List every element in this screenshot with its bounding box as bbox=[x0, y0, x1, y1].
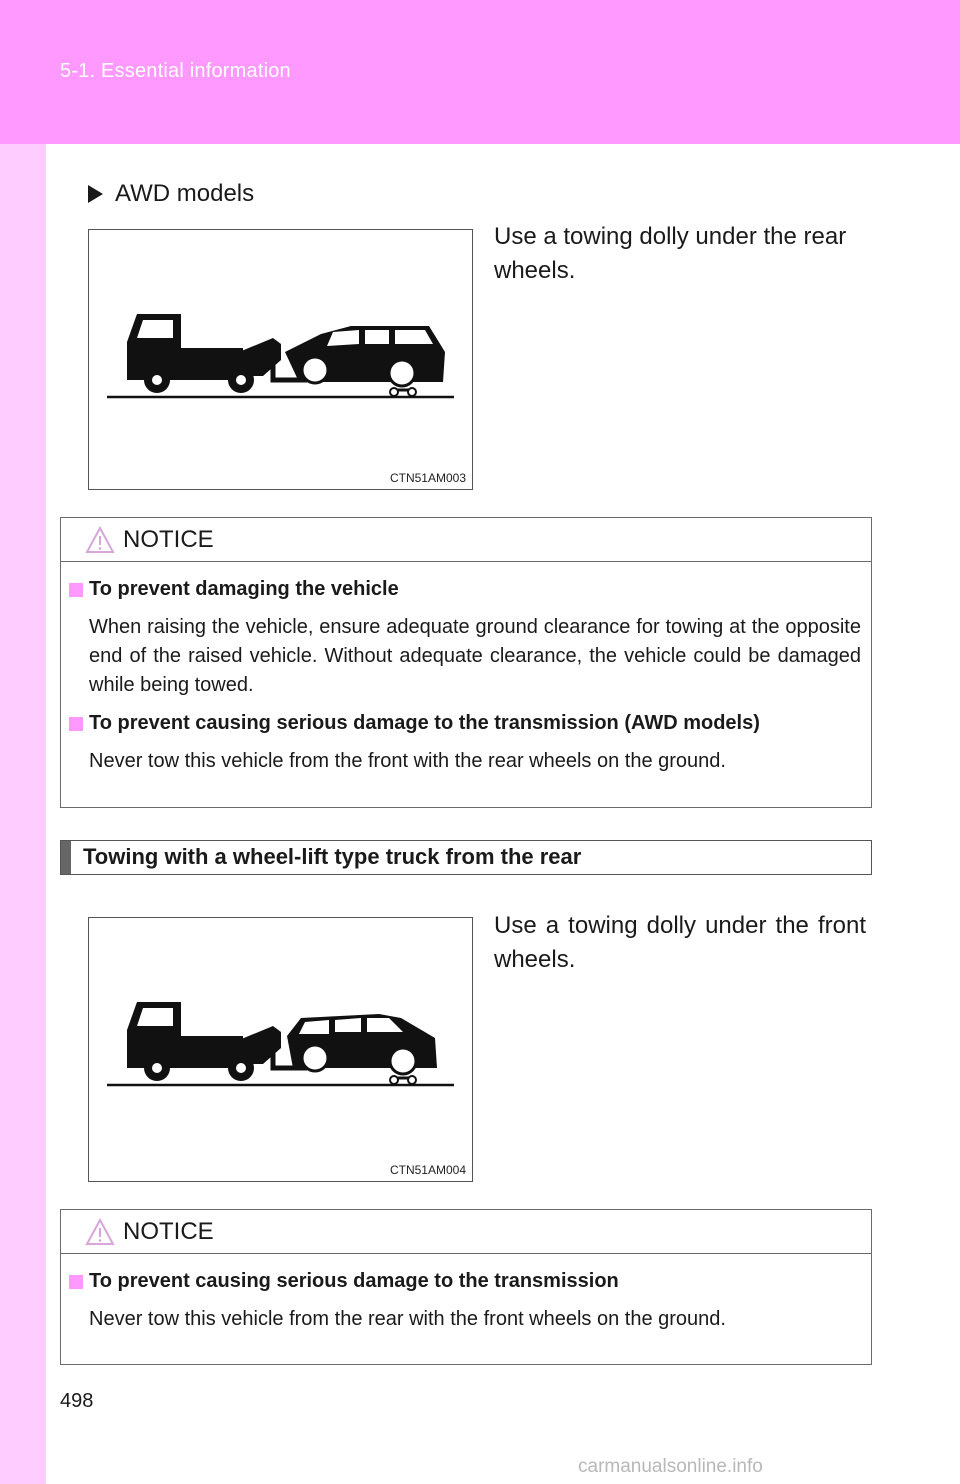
figure-code: CTN51AM003 bbox=[389, 471, 466, 485]
notice-body bbox=[61, 562, 871, 808]
notice-item-text: Never tow this vehicle from the rear with the front wheels on the ground. bbox=[89, 1308, 726, 1330]
square-bullet-icon bbox=[69, 583, 83, 597]
square-bullet-icon bbox=[69, 717, 83, 731]
section-breadcrumb: 5-1. Essential information bbox=[60, 60, 291, 82]
notice-item-title bbox=[69, 1270, 861, 1293]
warning-triangle-icon bbox=[85, 526, 115, 554]
awd-instruction: Use a towing dolly under the rear wheels. bbox=[494, 223, 847, 284]
notice-header bbox=[61, 1210, 871, 1254]
notice-item-title bbox=[69, 712, 861, 735]
tow-truck-front-lift-illustration bbox=[89, 230, 474, 491]
section-heading-bar bbox=[60, 840, 872, 875]
rear-instruction: Use a towing dolly under the front wheels. bbox=[494, 912, 866, 973]
figure-awd-tow bbox=[88, 229, 473, 490]
notice-item-text: Never tow this vehicle from the front with the rear wheels on the ground. bbox=[89, 750, 726, 772]
figure-rear-tow bbox=[88, 917, 473, 1182]
notice-box-2 bbox=[60, 1209, 872, 1365]
section-accent bbox=[61, 841, 71, 874]
page-number: 498 bbox=[60, 1390, 94, 1412]
section-title: Towing with a wheel-lift type truck from the rear bbox=[83, 844, 582, 869]
side-strip bbox=[0, 144, 46, 1484]
notice-label: NOTICE bbox=[123, 526, 214, 553]
notice-body bbox=[61, 1254, 871, 1366]
warning-triangle-icon bbox=[85, 1218, 115, 1246]
notice-item-title-text: To prevent causing serious damage to the transmission bbox=[89, 1270, 619, 1292]
notice-item-title bbox=[69, 578, 861, 601]
awd-heading-text: AWD models bbox=[115, 180, 255, 207]
square-bullet-icon bbox=[69, 1275, 83, 1289]
notice-item-text: When raising the vehicle, ensure adequate ground clearance for towing at the opposite end of the raised vehicle. Without adequate clearance, the vehicle could be damaged while being towed. bbox=[89, 616, 861, 696]
arrow-right-icon bbox=[88, 185, 103, 203]
watermark: carmanualsonline.info bbox=[578, 1456, 763, 1477]
figure-code: CTN51AM004 bbox=[389, 1163, 466, 1177]
notice-item-title-text: To prevent damaging the vehicle bbox=[89, 578, 399, 600]
awd-heading bbox=[88, 180, 254, 208]
notice-label: NOTICE bbox=[123, 1218, 214, 1245]
notice-header bbox=[61, 518, 871, 562]
notice-item-title-text: To prevent causing serious damage to the transmission (AWD models) bbox=[89, 712, 760, 734]
tow-truck-rear-lift-illustration bbox=[89, 918, 474, 1183]
notice-box-1 bbox=[60, 517, 872, 808]
